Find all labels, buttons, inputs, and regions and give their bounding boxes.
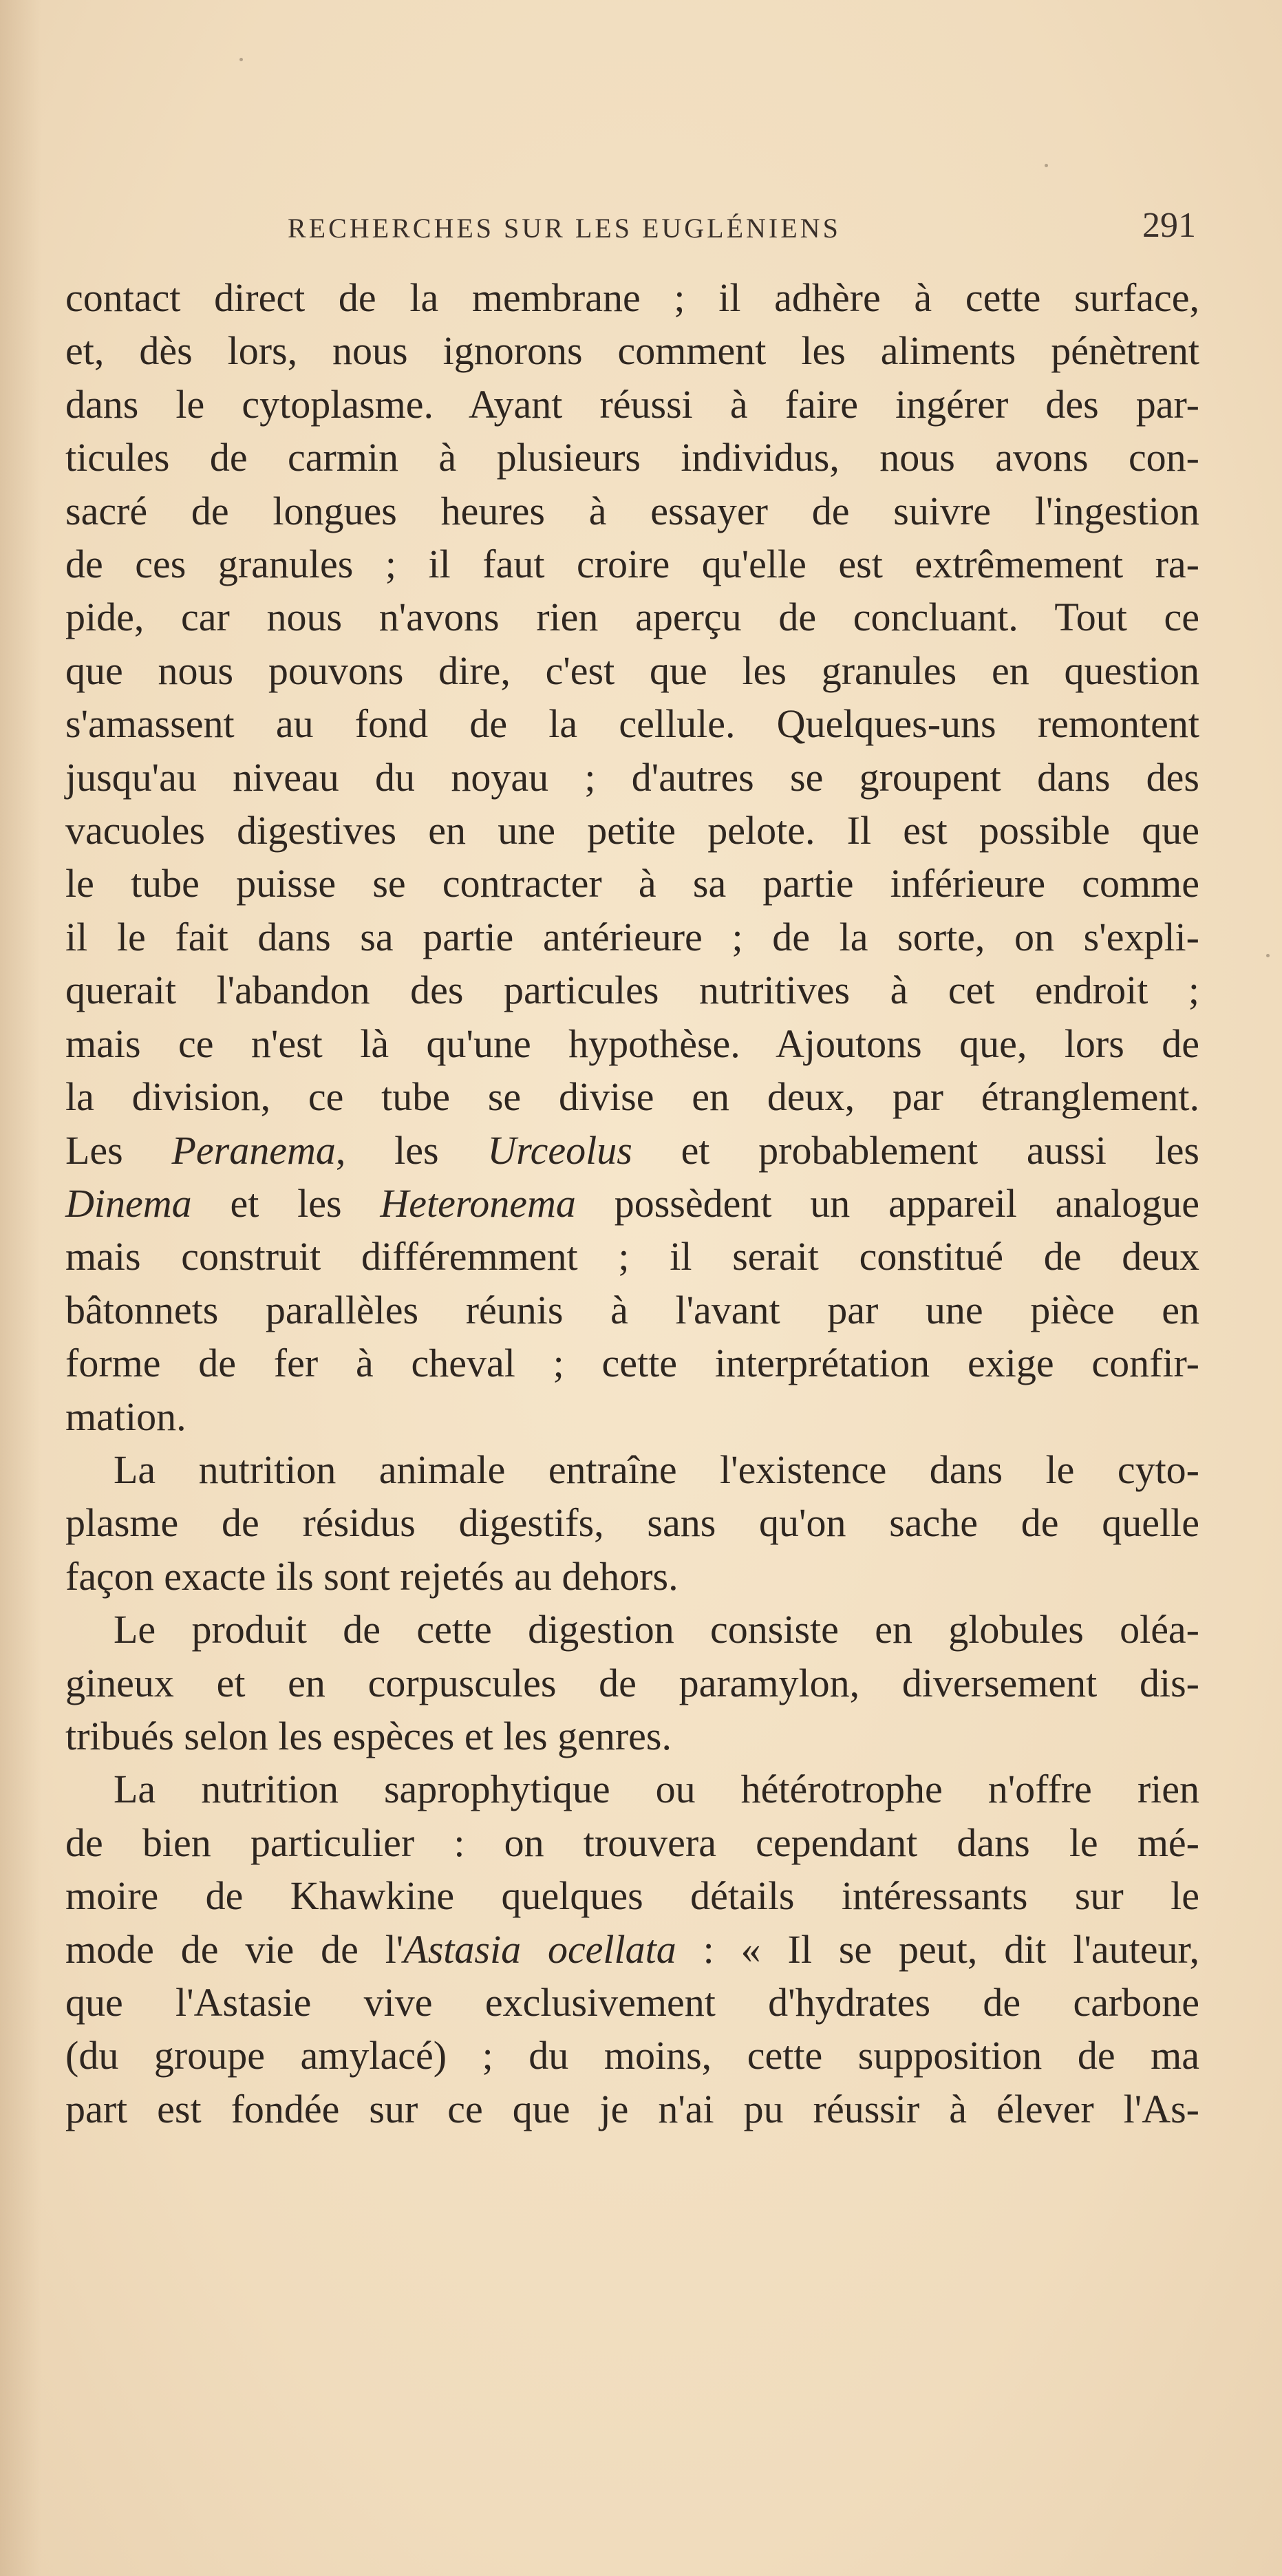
text-line: jusqu'au niveau du noyau ; d'autres se groupent dans des — [65, 754, 1199, 800]
text-segment: et les — [191, 1180, 381, 1226]
text-line: de ces granules ; il faut croire qu'elle est extrêmement ra- — [65, 542, 1199, 587]
text-line: part est fondée sur ce que je n'ai pu réussir à élever l'As- — [65, 2086, 1199, 2131]
text-line: ticules de carmin à plusieurs individus, nous avons con- — [65, 435, 1199, 480]
text-line — [65, 1177, 1199, 1230]
text-line: mation. — [65, 1394, 186, 1439]
text-segment: Les — [65, 1127, 172, 1173]
running-title: RECHERCHES SUR LES EUGLÉNIENS — [288, 213, 841, 244]
paper-speck — [239, 58, 243, 61]
text-segment: mode de vie de l' — [65, 1926, 404, 1972]
running-header — [288, 206, 1196, 253]
genus-name: Urceolus — [487, 1127, 632, 1173]
text-segment: : « Il se peut, dit l'auteur, — [676, 1926, 1199, 1972]
text-line: contact direct de la membrane ; il adhère à cette surface, — [65, 275, 1199, 320]
text-line: que l'Astasie vive exclusivement d'hydrates de carbone — [65, 1980, 1199, 2025]
text-segment: et probablement aussi les — [632, 1127, 1200, 1173]
text-line: bâtonnets parallèles réunis à l'avant par une pièce en — [65, 1287, 1199, 1332]
species-name: Astasia ocellata — [403, 1926, 676, 1972]
text-line: il le fait dans sa partie antérieure ; de la sorte, on s'expli- — [65, 914, 1199, 959]
body-text — [65, 271, 1199, 2136]
text-line: la division, ce tube se divise en deux, par étranglement. — [65, 1074, 1199, 1120]
text-line: de bien particulier : on trouvera cependant dans le mé- — [65, 1820, 1199, 1865]
text-line: dans le cytoplasme. Ayant réussi à faire ingérer des par- — [65, 381, 1199, 427]
text-line: La nutrition saprophytique ou hétérotrophe n'offre rien — [114, 1767, 1199, 1812]
text-line: le tube puisse se contracter à sa partie inférieure comme — [65, 861, 1199, 906]
text-line: forme de fer à cheval ; cette interprétation exige confir- — [65, 1341, 1199, 1386]
paper-speck — [1266, 954, 1270, 957]
text-line: plasme de résidus digestifs, sans qu'on sache de quelle — [65, 1500, 1199, 1546]
text-line: moire de Khawkine quelques détails intéressants sur le — [65, 1873, 1199, 1919]
genus-name: Peranema — [171, 1127, 336, 1173]
text-line: et, dès lors, nous ignorons comment les aliments pénètrent — [65, 328, 1199, 374]
text-line: que nous pouvons dire, c'est que les granules en question — [65, 648, 1199, 693]
text-line: (du groupe amylacé) ; du moins, cette supposition de ma — [65, 2033, 1199, 2078]
text-line: pide, car nous n'avons rien aperçu de concluant. Tout ce — [65, 595, 1199, 640]
text-line: La nutrition animale entraîne l'existence dans le cyto- — [114, 1447, 1199, 1492]
text-line: gineux et en corpuscules de paramylon, diversement dis- — [65, 1660, 1199, 1705]
paper-speck — [1045, 164, 1048, 167]
page-number: 291 — [1142, 206, 1196, 245]
text-segment: possèdent un appareil analogue — [575, 1180, 1199, 1226]
text-line: querait l'abandon des particules nutritives à cet endroit ; — [65, 968, 1199, 1013]
text-line: vacuoles digestives en une petite pelote. Il est possible que — [65, 808, 1199, 853]
text-line: façon exacte ils sont rejetés au dehors. — [65, 1553, 679, 1599]
text-line: sacré de longues heures à essayer de suivre l'ingestion — [65, 488, 1199, 533]
text-line — [65, 1124, 1199, 1177]
text-line: mais ce n'est là qu'une hypothèse. Ajoutons que, lors de — [65, 1021, 1199, 1066]
genus-name: Dinema — [65, 1180, 192, 1226]
text-line: mais construit différemment ; il serait constitué de deux — [65, 1234, 1199, 1279]
text-line: Le produit de cette digestion consiste en globules oléa- — [114, 1607, 1199, 1652]
text-line — [65, 1923, 1199, 1976]
text-line: s'amassent au fond de la cellule. Quelques-uns remontent — [65, 701, 1199, 747]
text-segment: , les — [335, 1127, 488, 1173]
text-line: tribués selon les espèces et les genres. — [65, 1713, 672, 1758]
genus-name: Heteronema — [380, 1180, 576, 1226]
